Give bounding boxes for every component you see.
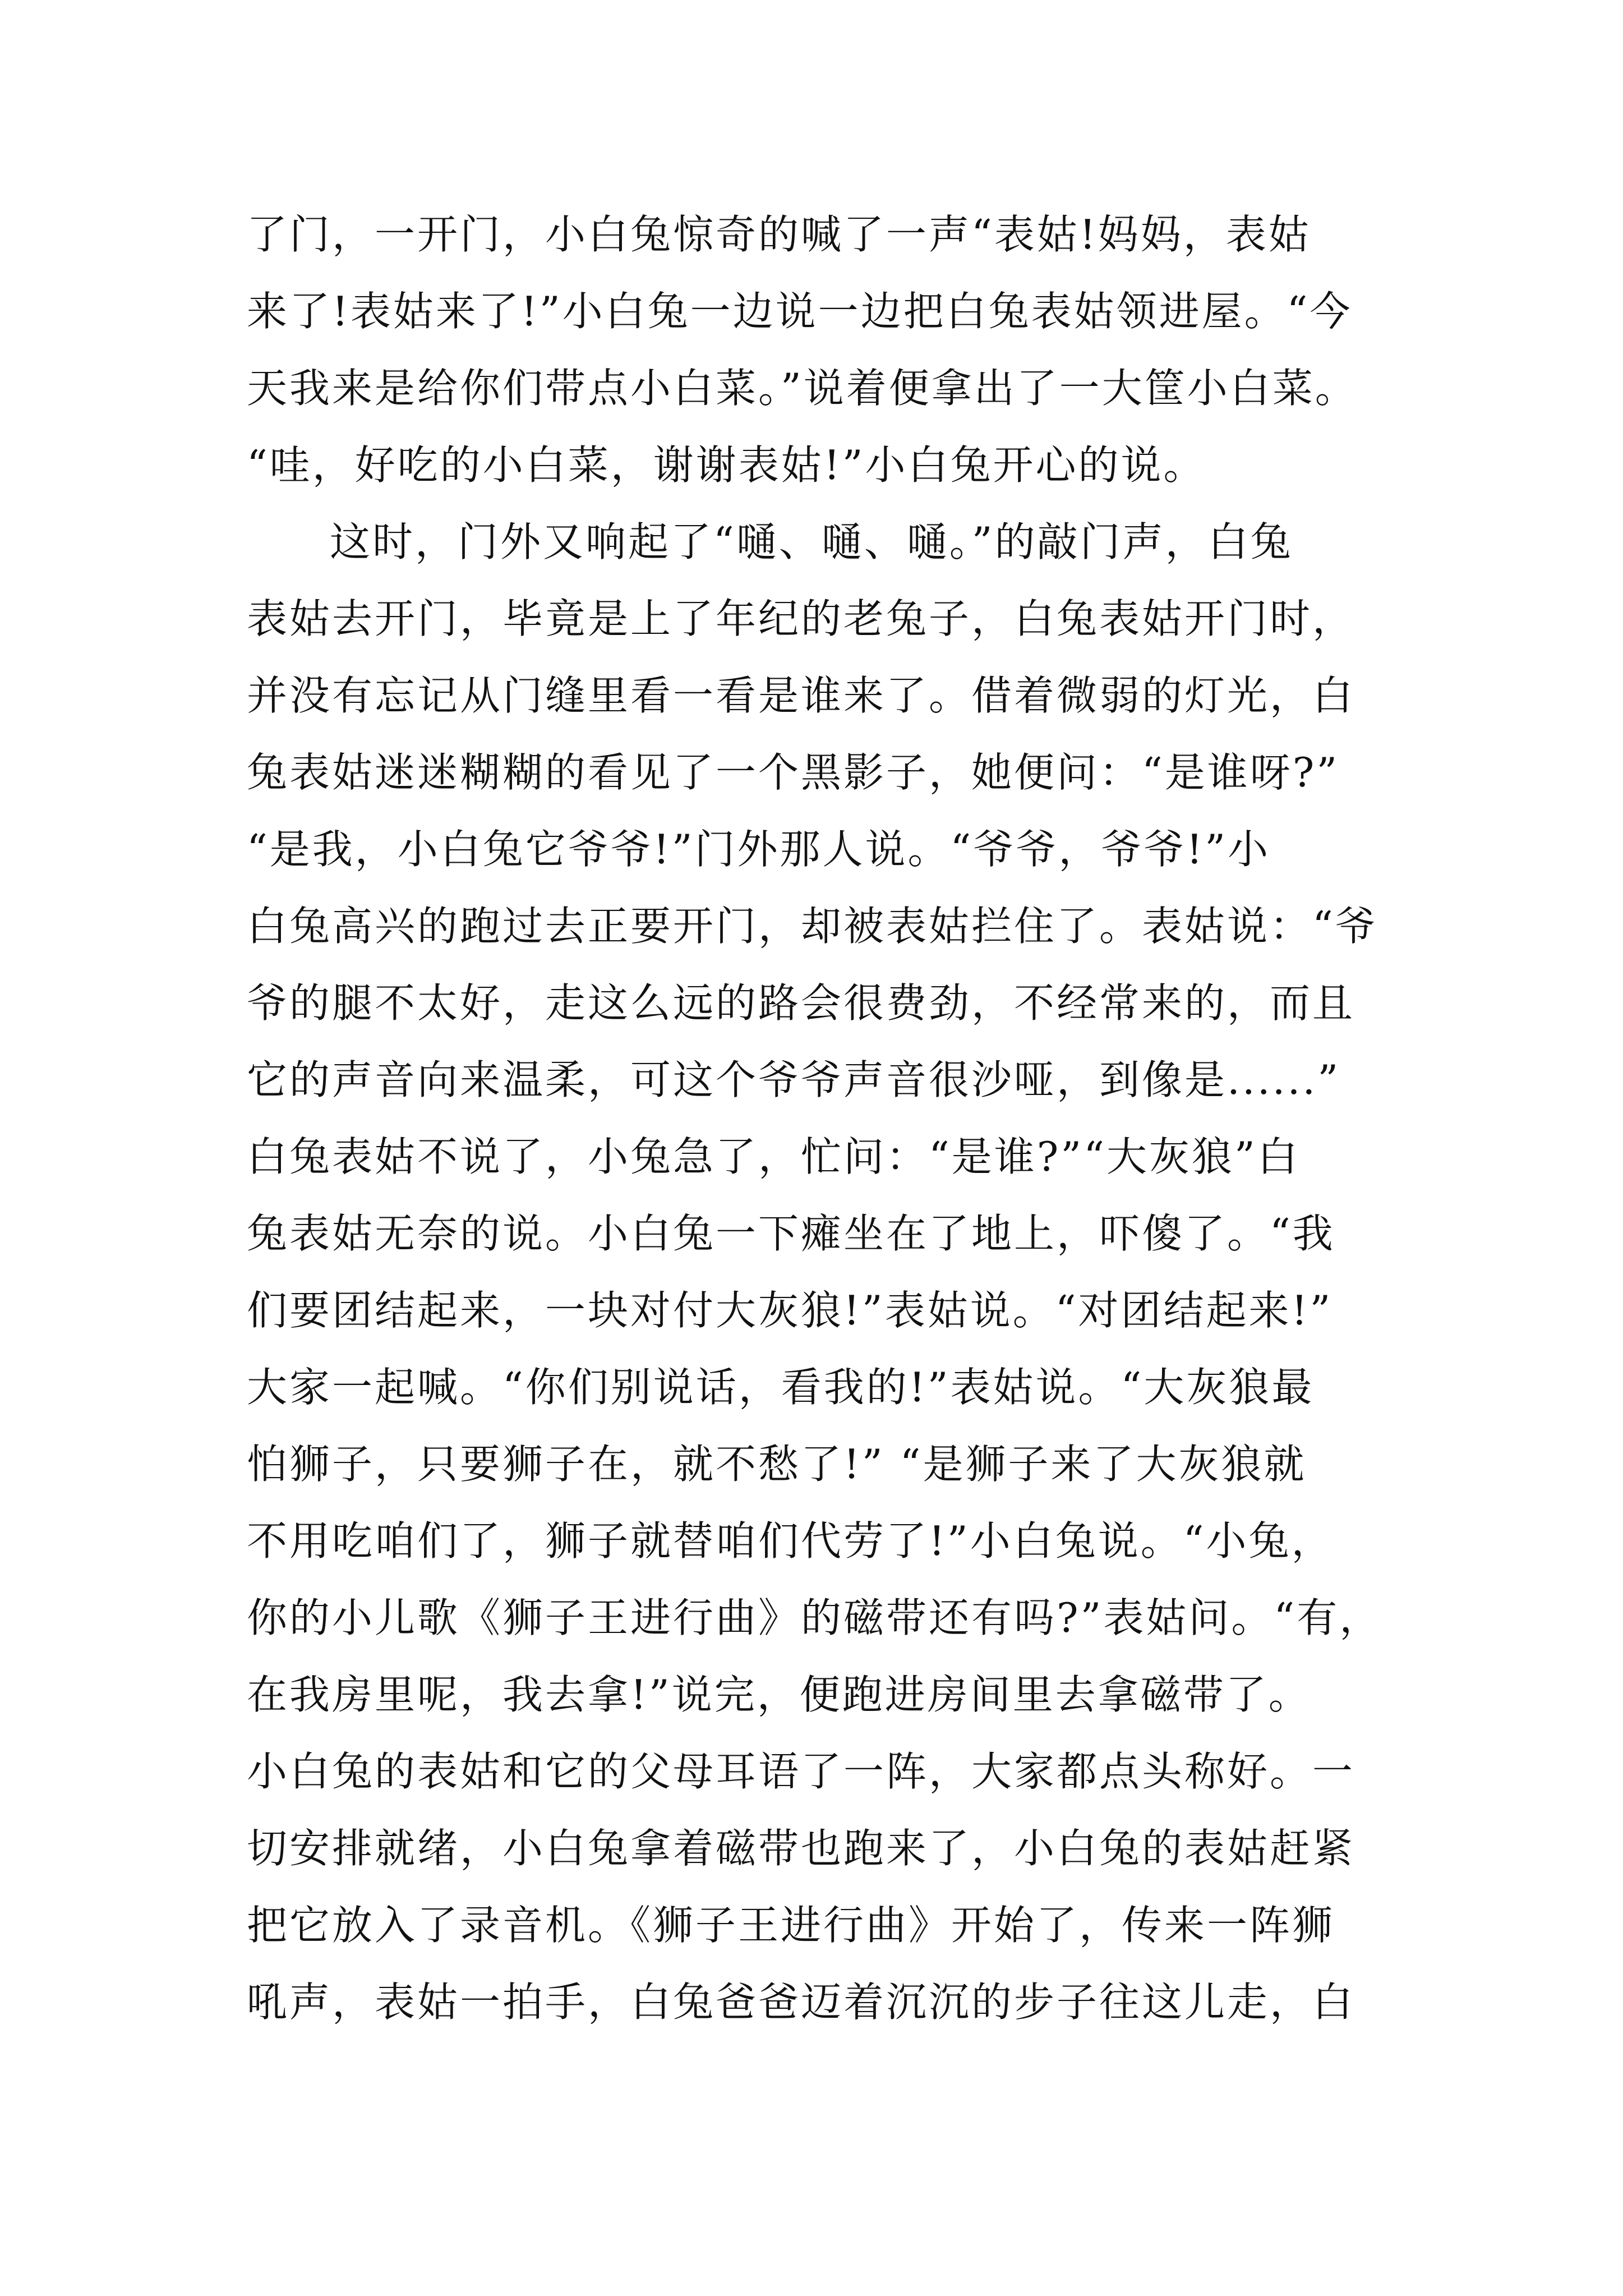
text-line: 它的声音向来温柔，可这个爷爷声音很沙哑，到像是......” <box>247 1056 1341 1103</box>
text-line: 兔表姑无奈的说。小白兔一下瘫坐在了地上，吓傻了。“我 <box>247 1210 1335 1257</box>
text-line: 天我来是给你们带点小白菜。”说着便拿出了一大筐小白菜。 <box>247 365 1358 412</box>
text-line: 在我房里呢，我去拿!”说完，便跑进房间里去拿磁带了。 <box>247 1671 1311 1718</box>
text-line: 爷的腿不太好，走这么远的路会很费劲，不经常来的，而且 <box>247 979 1355 1027</box>
text-line: 兔表姑迷迷糊糊的看见了一个黑影子，她便问：“是谁呀?” <box>247 749 1340 796</box>
text-line: 们要团结起来，一块对付大灰狼!”表姑说。“对团结起来!” <box>247 1287 1333 1334</box>
text-line: “是我，小白兔它爷爷!”门外那人说。“爷爷，爷爷!”小 <box>247 826 1271 873</box>
story-text <box>247 196 1408 2041</box>
text-line: 了门，一开门，小白兔惊奇的喊了一声“表姑!妈妈，表姑 <box>247 211 1311 258</box>
paragraph-start-line: 这时，门外又响起了“嗵、嗵、嗵。”的敲门声，白兔 <box>330 518 1293 565</box>
text-line: “哇，好吃的小白菜，谢谢表姑!”小白兔开心的说。 <box>247 441 1206 489</box>
text-line: 切安排就绪，小白兔拿着磁带也跑来了，小白兔的表姑赶紧 <box>247 1825 1355 1872</box>
text-line: 白兔高兴的跑过去正要开门，却被表姑拦住了。表姑说：“爷 <box>247 903 1378 950</box>
text-line: 你的小儿歌《狮子王进行曲》的磁带还有吗?”表姑问。“有， <box>247 1594 1382 1641</box>
text-line: 白兔表姑不说了，小兔急了，忙问：“是谁?”“大灰狼”白 <box>247 1133 1300 1180</box>
text-line: 表姑去开门，毕竟是上了年纪的老兔子，白兔表姑开门时， <box>247 595 1355 642</box>
text-line: 不用吃咱们了，狮子就替咱们代劳了!”小白兔说。“小兔， <box>247 1517 1334 1565</box>
text-line: 小白兔的表姑和它的父母耳语了一阵，大家都点头称好。一 <box>247 1748 1355 1795</box>
text-line: 并没有忘记从门缝里看一看是谁来了。借着微弱的灯光，白 <box>247 672 1355 719</box>
text-line: 怕狮子，只要狮子在，就不愁了!” “是狮子来了大灰狼就 <box>247 1441 1307 1488</box>
text-line: 吼声，表姑一拍手，白兔爸爸迈着沉沉的步子往这儿走，白 <box>247 1978 1355 2026</box>
text-line: 来了!表姑来了!”小白兔一边说一边把白兔表姑领进屋。“今 <box>247 288 1353 335</box>
text-line: 大家一起喊。“你们别说话，看我的!”表姑说。“大灰狼最 <box>247 1364 1315 1411</box>
text-line: 把它放入了录音机。《狮子王进行曲》开始了，传来一阵狮 <box>247 1902 1335 1949</box>
